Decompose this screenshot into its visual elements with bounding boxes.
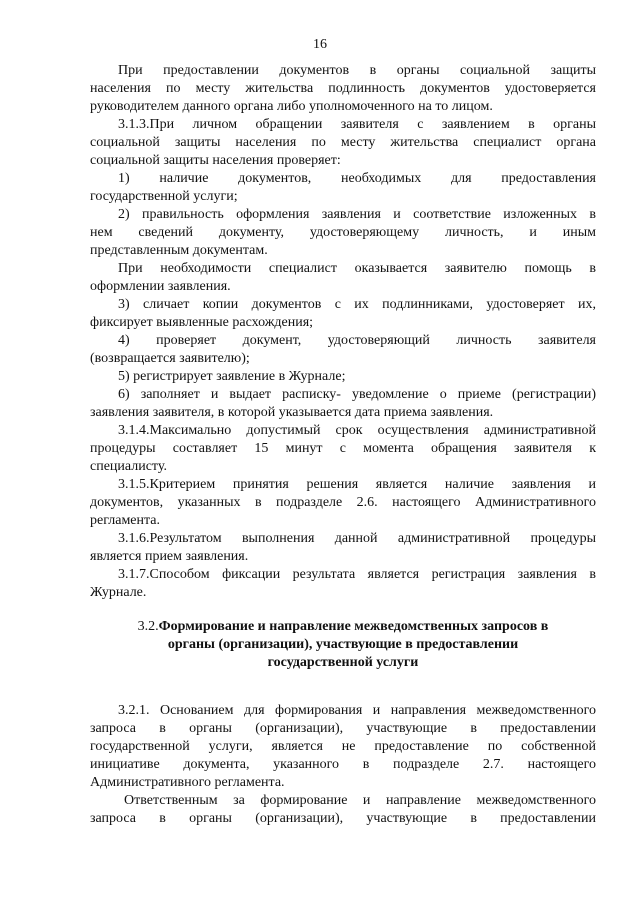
- text-line: процедуры составляет 15 минут с момента обращения заявителя к: [90, 441, 596, 456]
- text-line: регламента.: [90, 513, 161, 528]
- text-line: специалисту.: [90, 459, 167, 474]
- text-line: 2) правильность оформления заявления и соответствие изложенных в: [118, 207, 596, 222]
- text-line: социальной защиты населения проверяет:: [90, 153, 341, 168]
- text-line: 4) проверяет документ, удостоверяющий личность заявителя: [118, 333, 596, 348]
- text-line: нем сведений документу, удостоверяющему личность, и иным: [90, 225, 596, 240]
- section-heading-line: Формирование и направление межведомственных запросов в: [158, 619, 549, 634]
- text-line: оформлении заявления.: [90, 279, 231, 294]
- text-line: Ответственным за формирование и направление межведомственного: [124, 793, 596, 808]
- text-line: 3.1.6.Результатом выполнения данной административной процедуры: [118, 531, 596, 546]
- text-line: заявления заявителя, в которой указывается дата приема заявления.: [90, 405, 494, 420]
- page-number: 16: [313, 37, 327, 52]
- text-line: фиксирует выявленные расхождения;: [90, 315, 314, 330]
- text-line: Административного регламента.: [90, 775, 285, 790]
- section-number: 3.2.: [137, 619, 159, 634]
- text-line: 3) сличает копии документов с их подлинниками, удостоверяет их,: [118, 297, 596, 312]
- text-line: запроса в органы (организации), участвующие в предоставлении: [90, 811, 596, 826]
- text-line: 3.1.5.Критерием принятия решения является наличие заявления и: [118, 477, 596, 492]
- text-line: (возвращается заявителю);: [90, 351, 250, 366]
- text-line: 3.1.7.Способом фиксации результата является регистрация заявления в: [118, 567, 596, 582]
- section-heading: [90, 618, 596, 636]
- text-line: государственной услуги, является не предоставление по собственной: [90, 739, 596, 754]
- text-line: государственной услуги;: [90, 189, 238, 204]
- text-line: населения по месту жительства подлинность документов удостоверяется: [90, 81, 596, 96]
- text-line: 3.1.4.Максимально допустимый срок осуществления административной: [118, 423, 596, 438]
- text-line: При необходимости специалист оказывается заявителю помощь в: [118, 261, 596, 276]
- text-line: 3.1.3.При личном обращении заявителя с заявлением в органы: [118, 117, 596, 132]
- section-heading-line: органы (организации), участвующие в предоставлении: [167, 637, 519, 652]
- text-line: является прием заявления.: [90, 549, 249, 564]
- text-line: Журнале.: [90, 585, 147, 600]
- text-line: 6) заполняет и выдает расписку- уведомление о приеме (регистрации): [118, 387, 596, 402]
- text-line: документов, указанных в подразделе 2.6. настоящего Административного: [90, 495, 596, 510]
- text-line: 1) наличие документов, необходимых для предоставления: [118, 171, 596, 186]
- text-line: руководителем данного органа либо уполномоченного на то лицом.: [90, 99, 493, 114]
- text-line: 3.2.1. Основанием для формирования и направления межведомственного: [118, 703, 596, 718]
- text-line: При предоставлении документов в органы социальной защиты: [118, 63, 596, 78]
- text-line: запроса в органы (организации), участвующие в предоставлении: [90, 721, 596, 736]
- section-heading-line: государственной услуги: [267, 655, 419, 670]
- text-line: социальной защиты населения по месту жительства специалист органа: [90, 135, 596, 150]
- text-line: 5) регистрирует заявление в Журнале;: [118, 369, 346, 384]
- text-line: инициативе документа, указанного в подразделе 2.7. настоящего: [90, 757, 596, 772]
- text-line: представленным документам.: [90, 243, 268, 258]
